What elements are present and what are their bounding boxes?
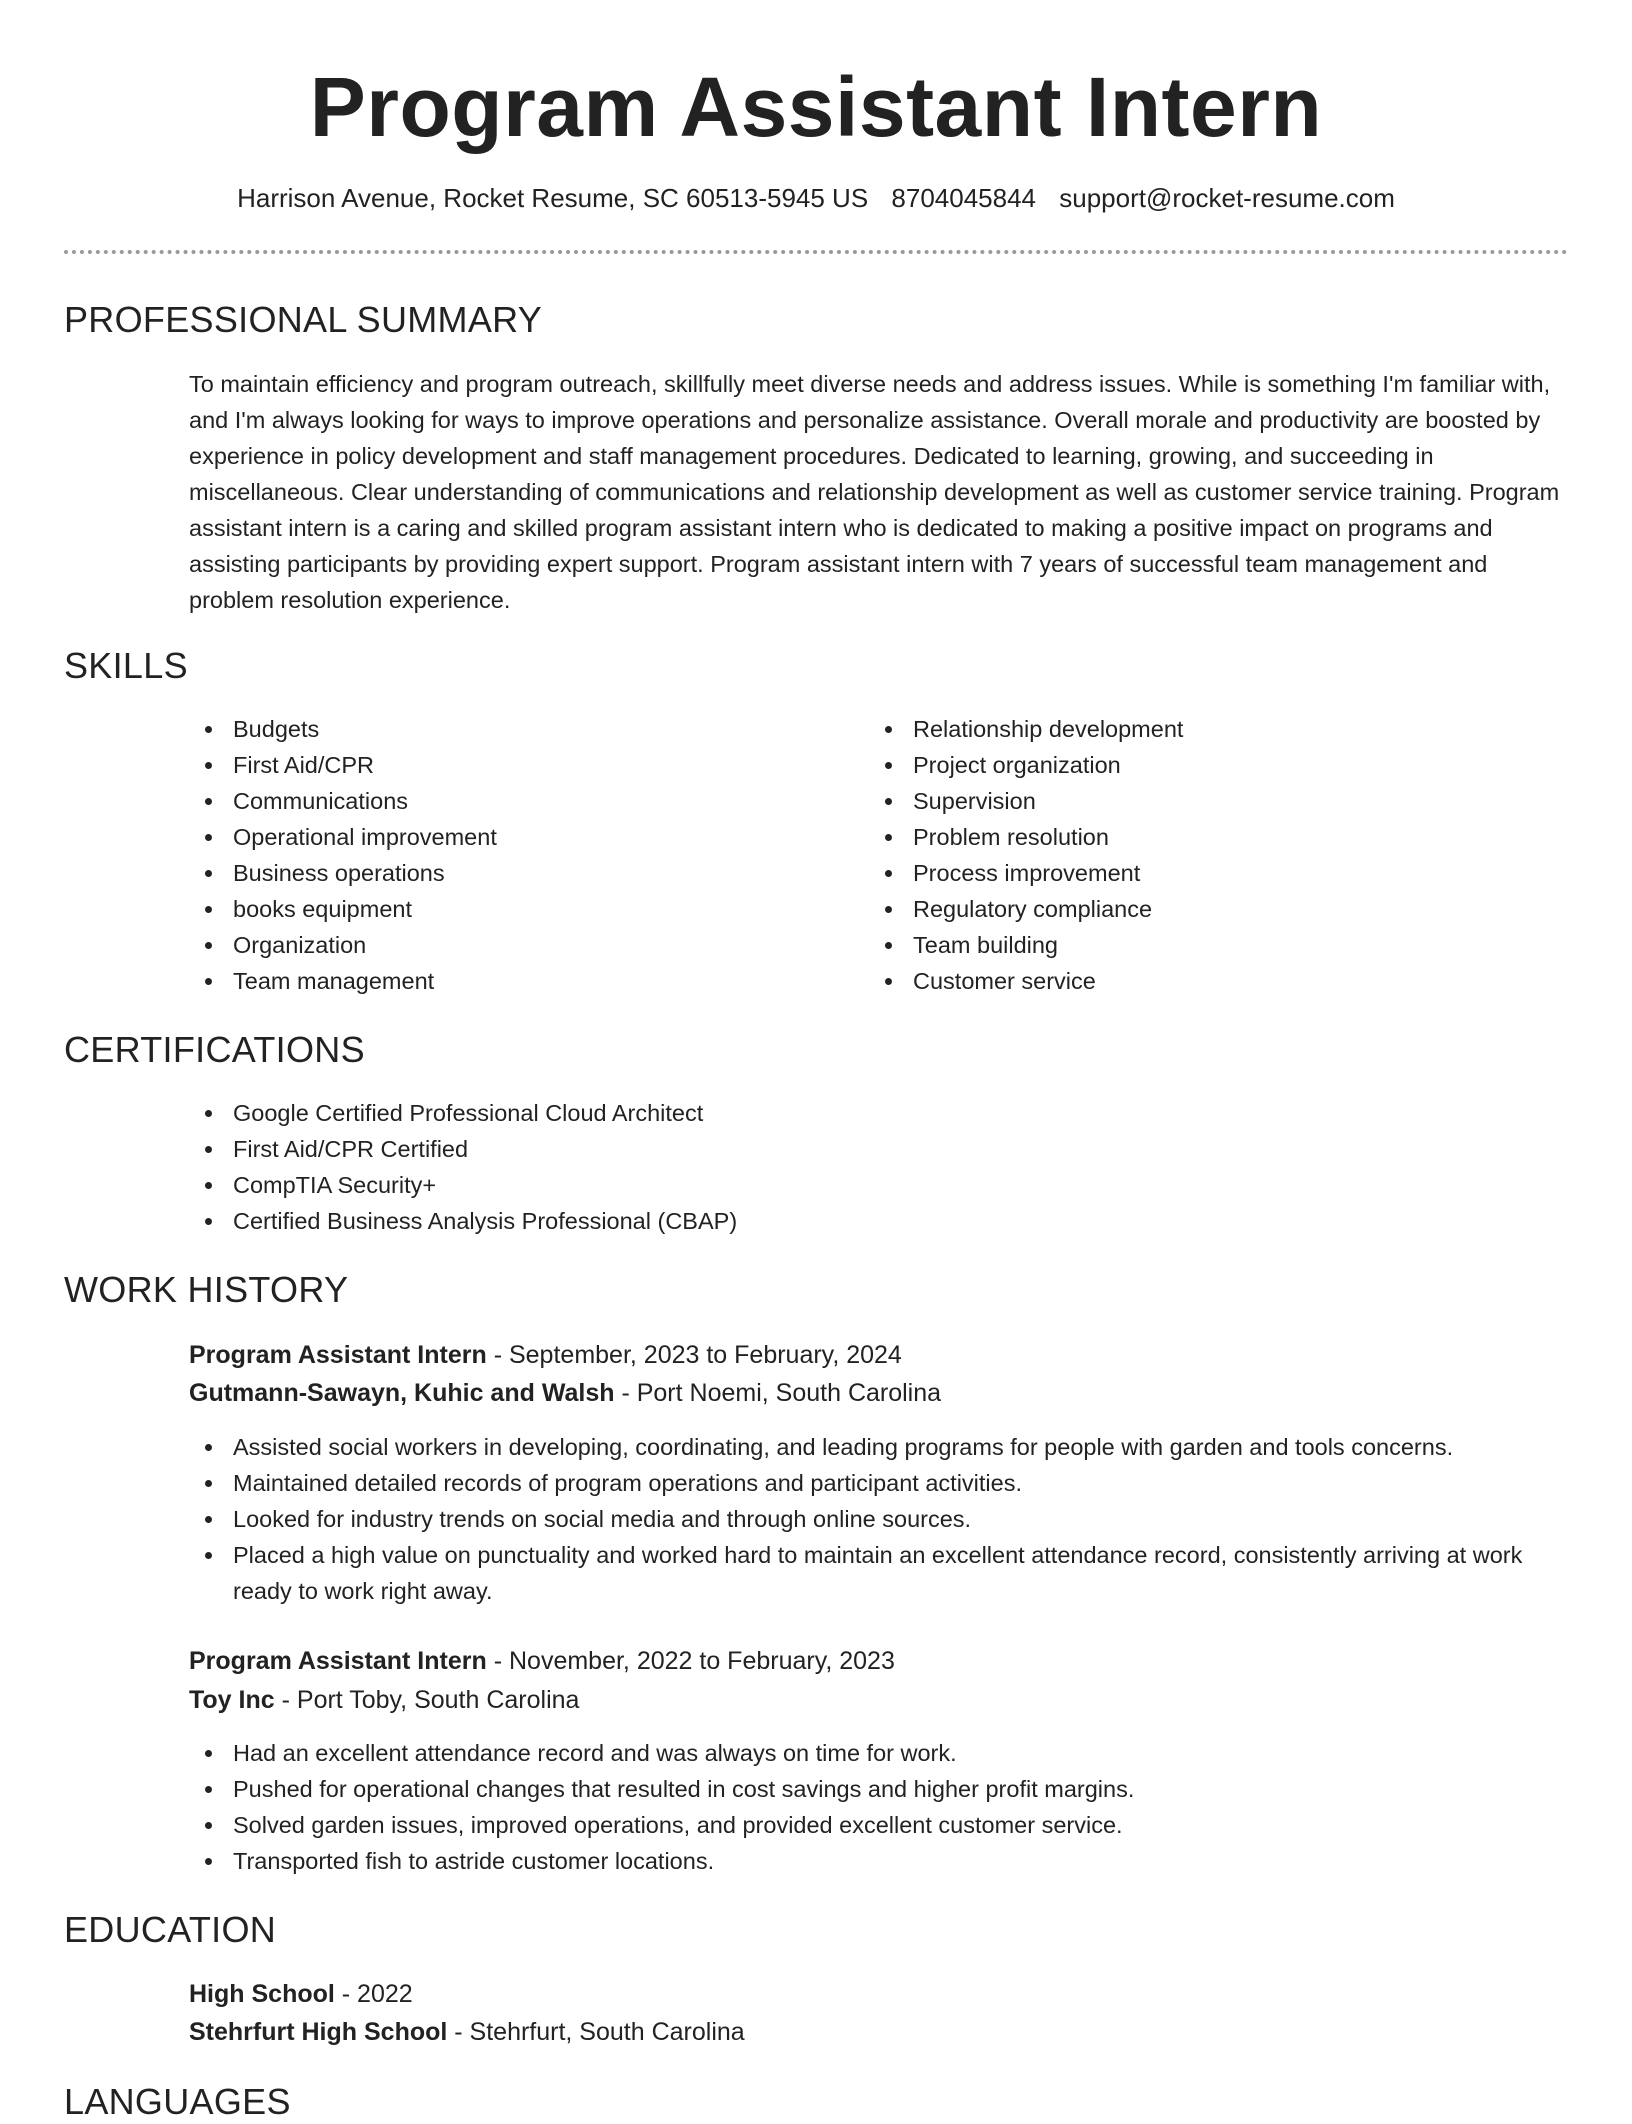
list-item: Project organization (869, 747, 1519, 783)
education-year: - 2022 (334, 1980, 413, 2008)
skills-heading: SKILLS (64, 645, 188, 686)
list-item: Looked for industry trends on social media and through online sources. (189, 1501, 1564, 1537)
education-location: - Stehrfurt, South Carolina (447, 2018, 745, 2046)
certifications-list (189, 1095, 1564, 1239)
contact-phone: 8704045844 (891, 183, 1037, 213)
list-item: Problem resolution (869, 819, 1519, 855)
list-item: CompTIA Security+ (189, 1167, 1564, 1203)
list-item: Maintained detailed records of program operations and participant activities. (189, 1465, 1564, 1501)
list-item: Relationship development (869, 711, 1519, 747)
job-dates: - September, 2023 to February, 2024 (486, 1341, 902, 1369)
list-item: First Aid/CPR (189, 747, 839, 783)
list-item: Certified Business Analysis Professional (CBAP) (189, 1203, 1564, 1239)
list-item: Communications (189, 783, 839, 819)
list-item: books equipment (189, 891, 839, 927)
summary-text: To maintain efficiency and program outreach, skillfully meet diverse needs and address issues. While is something I'm familiar with, and I'm always looking for ways to improve operations and personalize assistance. Overall morale and productivity are boosted by experience in policy development and staff management procedures. Dedicated to learning, growing, and succeeding in miscellaneous. Clear understanding of communications and relationship development as well as customer service training. Program assistant intern is a caring and skilled program assistant intern who is dedicated to making a positive impact on programs and assisting participants by providing expert support. Program assistant intern with 7 years of successful team management and problem resolution experience. (189, 371, 1560, 613)
education-school: Stehrfurt High School (189, 2018, 448, 2046)
list-item: Had an excellent attendance record and was always on time for work. (189, 1735, 1564, 1771)
job-company: Gutmann-Sawayn, Kuhic and Walsh (189, 1379, 615, 1407)
list-item: Assisted social workers in developing, coordinating, and leading programs for people with garden and tools concerns. (189, 1429, 1564, 1465)
skills-list-right (869, 711, 1519, 999)
list-item: Organization (189, 927, 839, 963)
job-location: - Port Toby, South Carolina (274, 1686, 580, 1714)
job-company-line (189, 1681, 579, 1719)
contact-address: Harrison Avenue, Rocket Resume, SC 60513-5945 US (237, 183, 869, 213)
job-bullets (189, 1429, 1564, 1609)
list-item: Supervision (869, 783, 1519, 819)
list-item: Customer service (869, 963, 1519, 999)
list-item: Google Certified Professional Cloud Architect (189, 1095, 1564, 1131)
job-bullets (189, 1735, 1564, 1879)
summary-heading: PROFESSIONAL SUMMARY (64, 299, 543, 340)
education-heading: EDUCATION (64, 1909, 277, 1950)
work-history-heading: WORK HISTORY (64, 1269, 349, 1310)
list-item: Budgets (189, 711, 839, 747)
job-company-line (189, 1374, 941, 1412)
contact-email: support@rocket-resume.com (1059, 183, 1395, 213)
job-location: - Port Noemi, South Carolina (614, 1379, 942, 1407)
list-item: Placed a high value on punctuality and worked hard to maintain an excellent attendance record, consistently arriving at work ready to work right away. (189, 1537, 1564, 1609)
list-item: First Aid/CPR Certified (189, 1131, 1564, 1167)
education-degree-line (189, 1975, 413, 2013)
list-item: Solved garden issues, improved operations, and provided excellent customer service. (189, 1807, 1564, 1843)
header-divider (64, 250, 1568, 254)
list-item: Transported fish to astride customer locations. (189, 1843, 1564, 1879)
list-item: Team building (869, 927, 1519, 963)
skills-list-left (189, 711, 839, 999)
job-dates: - November, 2022 to February, 2023 (486, 1647, 895, 1675)
list-item: Regulatory compliance (869, 891, 1519, 927)
job-title-line (189, 1336, 902, 1374)
languages-heading: LANGUAGES (64, 2081, 291, 2122)
resume-title: Program Assistant Intern (309, 60, 1323, 154)
list-item: Operational improvement (189, 819, 839, 855)
contact-line (0, 180, 1632, 216)
list-item: Pushed for operational changes that resulted in cost savings and higher profit margins. (189, 1771, 1564, 1807)
list-item: Business operations (189, 855, 839, 891)
education-school-line (189, 2013, 745, 2051)
job-company: Toy Inc (189, 1686, 275, 1714)
list-item: Process improvement (869, 855, 1519, 891)
education-degree: High School (189, 1980, 335, 2008)
job-title: Program Assistant Intern (189, 1647, 487, 1675)
certifications-heading: CERTIFICATIONS (64, 1029, 365, 1070)
job-title: Program Assistant Intern (189, 1341, 487, 1369)
job-title-line (189, 1642, 895, 1680)
list-item: Team management (189, 963, 839, 999)
